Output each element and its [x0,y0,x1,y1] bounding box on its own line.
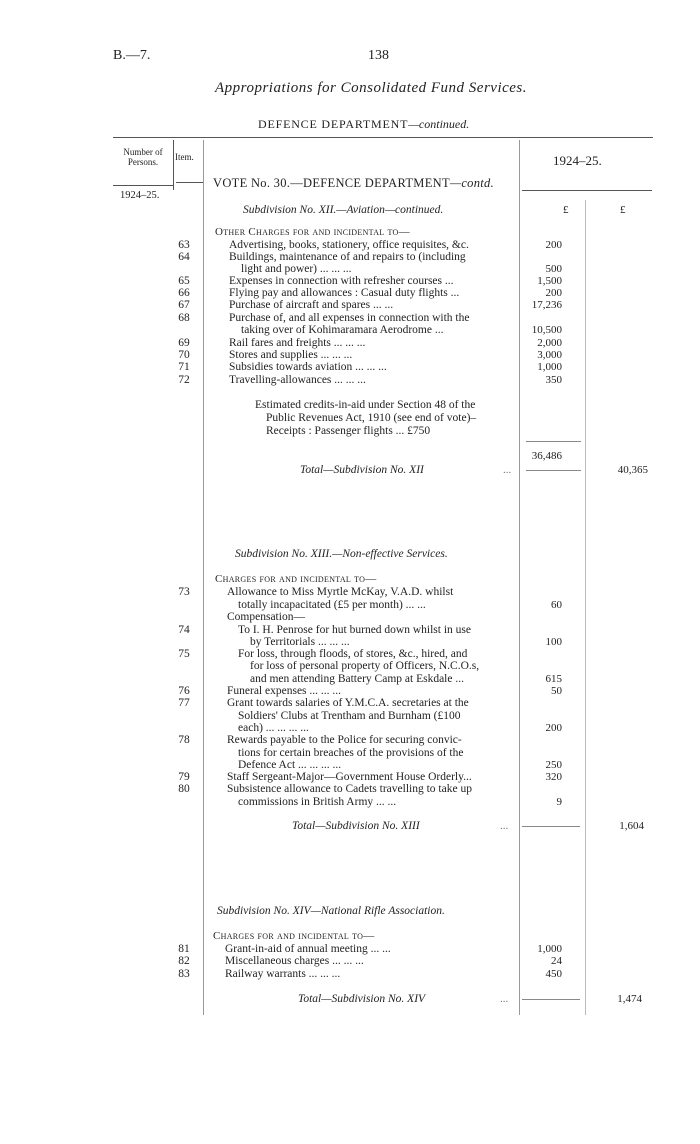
row-text: To I. H. Penrose for hut burned down whilst in use [238,624,471,636]
row-text: by Territorials ... ... ... [250,636,350,648]
item-number: 69 [178,337,190,349]
row-amount: 450 [545,968,562,980]
row-amount: 9 [556,796,562,808]
item-number: 72 [178,374,190,386]
pound-sign-right: £ [620,204,626,216]
subdivision-12-heading: Subdivision No. XII.—Aviation—continued. [243,204,444,216]
subdivision-14-heading: Subdivision No. XIV—National Rifle Association. [217,905,445,917]
item-number: 73 [178,586,190,598]
total-rule [526,470,581,471]
row-text: Grant-in-aid of annual meeting ... ... [225,943,391,955]
row-amount: 50 [551,685,562,697]
row-text: For loss, through floods, of stores, &c., hired, and [238,648,468,660]
total-rule [522,999,580,1000]
subdivision-14-total: 1,474 [617,993,642,1005]
row-text: Subsistence allowance to Cadets travelling to take up [227,783,472,795]
subdivision-12-subtotal: 36,486 [531,450,562,462]
row-text: Allowance to Miss Myrtle McKay, V.A.D. whilst [227,586,454,598]
row-amount: 1,500 [537,275,562,287]
item-number: 68 [178,312,190,324]
amount-column-rule-mid [585,200,586,1015]
item-number: 81 [178,943,190,955]
row-text: Grant towards salaries of Y.M.C.A. secretaries at the [227,697,469,709]
row-text: Purchase of aircraft and spares ... ... [229,299,394,311]
row-text: Railway warrants ... ... ... [225,968,341,980]
subdivision-12-total: 40,365 [617,464,648,476]
row-amount: 2,000 [537,337,562,349]
pound-sign-left: £ [563,204,569,216]
page-number: 138 [368,48,389,63]
row-amount: 500 [545,263,562,275]
row-text: Travelling-allowances ... ... ... [229,374,366,386]
row-text: totally incapacitated (£5 per month) ... ... [238,599,426,611]
item-number: 71 [178,361,190,373]
row-text: Rewards payable to the Police for securing convic- [227,734,462,746]
item-number: 83 [178,968,190,980]
row-text: commissions in British Army ... ... [238,796,397,808]
item-number: 64 [178,251,190,263]
row-text: Funeral expenses ... ... ... [227,685,342,697]
row-amount: 200 [545,287,562,299]
row-amount: 17,236 [531,299,562,311]
row-amount: 320 [545,771,562,783]
credits-line-2: Public Revenues Act, 1910 (see end of vote)– [266,412,477,424]
row-text: each) ... ... ... ... [238,722,309,734]
row-amount: 200 [545,239,562,251]
subdivision-14-total-label: Total—Subdivision No. XIV [298,993,426,1005]
row-text: Subsidies towards aviation ... ... ... [229,361,387,373]
row-text: and men attending Battery Camp at Eskdale ... [250,673,464,685]
column-item: Item. [175,152,194,162]
item-number: 66 [178,287,190,299]
header-rule-right [522,190,652,191]
row-amount: 250 [545,759,562,771]
table-top-rule [113,137,653,138]
total-dots: ... [500,993,509,1005]
vote-continued: —contd. [449,176,495,190]
subdivision-13-total: 1,604 [619,820,644,832]
item-number: 70 [178,349,190,361]
subdivision-13-charges: Charges for and incidental to— [215,573,377,585]
row-text: light and power) ... ... ... [241,263,352,275]
department-continued: —continued. [408,117,470,131]
row-text: Miscellaneous charges ... ... ... [225,955,364,967]
item-column-rule [203,140,204,1015]
row-text: Purchase of, and all expenses in connection with the [229,312,470,324]
row-text: Flying pay and allowances : Casual duty flights ... [229,287,460,299]
item-number: 79 [178,771,190,783]
subdivision-14-charges: Charges for and incidental to— [213,930,375,942]
credits-line-3: Receipts : Passenger flights ... £750 [266,425,431,437]
subdivision-12-total-label: Total—Subdivision No. XII [300,464,424,476]
row-amount: 615 [545,673,562,685]
row-amount: 10,500 [531,324,562,336]
row-amount: 60 [551,599,562,611]
row-text: for loss of personal property of Officers, N.C.O.s, [250,660,480,672]
department-heading [258,117,469,132]
header-rule-left [113,185,173,186]
row-amount: 1,000 [537,943,562,955]
row-text: Advertising, books, stationery, office requisites, &c. [229,239,469,251]
total-rule [522,826,580,827]
subdivision-12-charges: Other Charges for and incidental to— [215,226,410,238]
item-number: 75 [178,648,190,660]
row-amount: 200 [545,722,562,734]
vote-heading [213,176,494,191]
item-number: 74 [178,624,190,636]
page-title: Appropriations for Consolidated Fund Services. [215,80,528,96]
item-number: 80 [178,783,190,795]
credits-line-1: Estimated credits-in-aid under Section 48 of the [255,399,476,411]
row-text: Rail fares and freights ... ... ... [229,337,366,349]
row-amount: 100 [545,636,562,648]
row-text: tions for certain breaches of the provisions of the [238,747,464,759]
row-amount: 24 [551,955,562,967]
item-number: 76 [178,685,190,697]
persons-column-rule [173,140,174,190]
persons-year: 1924–25. [120,190,160,201]
row-text: Stores and supplies ... ... ... [229,349,353,361]
amount-column-rule-left [519,140,520,1015]
item-number: 63 [178,239,190,251]
subdivision-13-total-label: Total—Subdivision No. XIII [292,820,420,832]
row-amount: 3,000 [537,349,562,361]
row-text: Soldiers' Clubs at Trentham and Burnham (£100 [238,710,461,722]
header-rule-item [176,182,203,183]
row-text: taking over of Kohimaramara Aerodrome ... [241,324,444,336]
row-text: Expenses in connection with refresher courses ... [229,275,454,287]
column-number-of-persons: Number of Persons. [123,147,163,167]
row-text: Defence Act ... ... ... ... [238,759,342,771]
subtotal-rule [526,441,581,442]
total-dots: ... [500,820,509,832]
page-reference: B.—7. [113,48,151,63]
item-number: 78 [178,734,190,746]
department-name: DEFENCE DEPARTMENT [258,117,409,131]
item-number: 65 [178,275,190,287]
row-text: Compensation— [227,611,305,623]
item-number: 67 [178,299,190,311]
row-text: Buildings, maintenance of and repairs to (including [229,251,466,263]
item-number: 77 [178,697,190,709]
subdivision-13-heading: Subdivision No. XIII.—Non-effective Services. [235,548,448,560]
column-year: 1924–25. [553,153,602,168]
item-number: 82 [178,955,190,967]
total-dots: ... [503,464,512,476]
vote-title: VOTE No. 30.—DEFENCE DEPARTMENT [213,176,450,190]
row-amount: 1,000 [537,361,562,373]
row-amount: 350 [545,374,562,386]
row-text: Staff Sergeant-Major—Government House Orderly... [227,771,472,783]
